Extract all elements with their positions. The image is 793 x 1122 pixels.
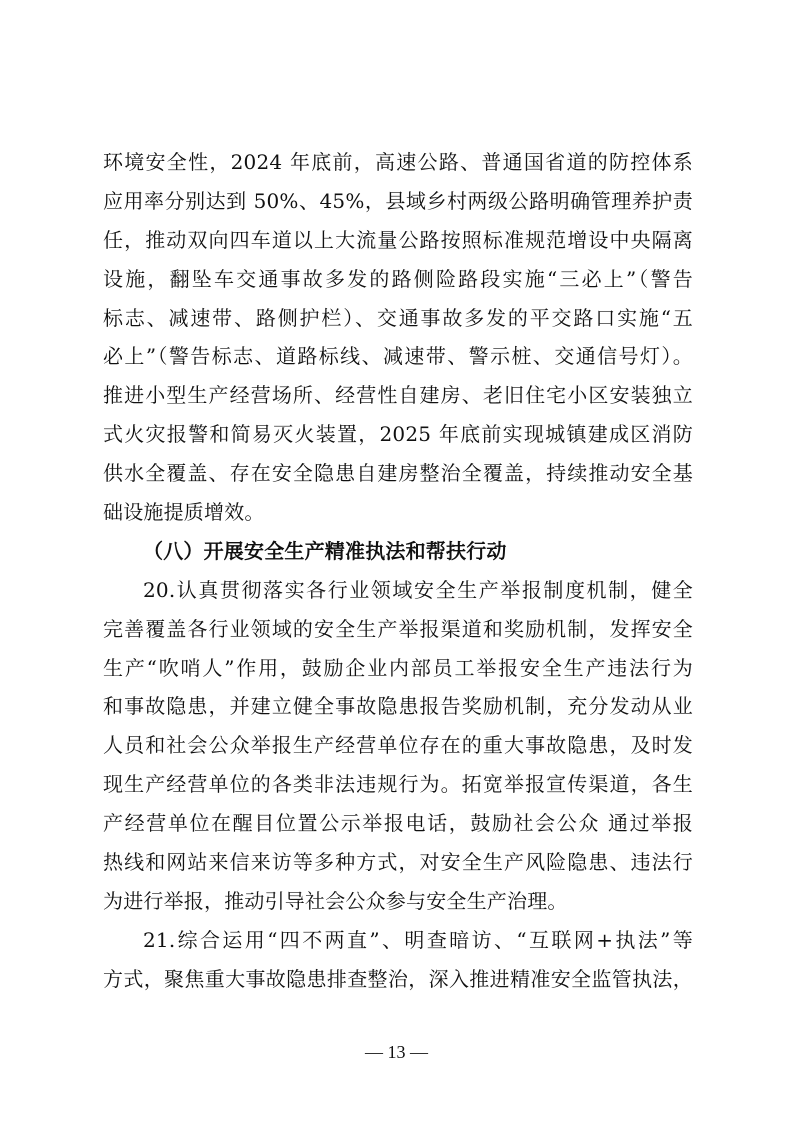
- text-line: 方式，聚焦重大事故隐患排查整治，深入推进精准安全监管执法，: [103, 966, 693, 991]
- text-line: 完善覆盖各行业领域的安全生产举报渠道和奖励机制，发挥安全: [103, 616, 693, 641]
- text-line: 应用率分别达到 50%、45%，县域乡村两级公路明确管理养护责: [103, 188, 693, 213]
- text-line: 设施，翻坠车交通事故多发的路侧险路段实施“三必上”（警告: [103, 266, 693, 291]
- text-line: 生产“吹哨人”作用，鼓励企业内部员工举报安全生产违法行为: [103, 655, 693, 680]
- text-line: 产经营单位在醒目位置公示举报电话，鼓励社会公众 通过举报: [103, 811, 693, 836]
- text-line: 21.综合运用“四不两直”、明查暗访、“互联网+执法”等: [143, 927, 693, 952]
- text-line: 必上”（警告标志、道路标线、减速带、警示桩、交通信号灯）。: [103, 344, 693, 369]
- text-line: 供水全覆盖、存在安全隐患自建房整治全覆盖，持续推动安全基: [103, 461, 693, 486]
- text-line: 20.认真贯彻落实各行业领域安全生产举报制度机制，健全: [143, 577, 693, 602]
- text-line: 础设施提质增效。: [103, 500, 265, 525]
- text-line: 环境安全性，2024 年底前，高速公路、普通国省道的防控体系: [103, 150, 693, 174]
- text-line: 推进小型生产经营场所、经营性自建房、老旧住宅小区安装独立: [103, 383, 693, 408]
- text-line: 现生产经营单位的各类非法违规行为。拓宽举报宣传渠道，各生: [103, 772, 693, 797]
- paragraph-item-21: [103, 921, 693, 999]
- text-line: 标志、减速带、路侧护栏）、交通事故多发的平交路口实施“五: [103, 305, 693, 330]
- text-line: 式火灾报警和简易灭火装置，2025 年底前实现城镇建成区消防: [103, 422, 693, 447]
- section-heading: （八）开展安全生产精准执法和帮扶行动: [143, 538, 507, 563]
- paragraph-infrastructure: [103, 143, 693, 532]
- text-line: 为进行举报，推动引导社会公众参与安全生产治理。: [103, 888, 568, 913]
- paragraph-item-20: [103, 571, 693, 921]
- text-line: 人员和社会公众举报生产经营单位存在的重大事故隐患，及时发: [103, 733, 693, 758]
- body-text: [103, 143, 693, 999]
- page-number: — 13 —: [365, 1042, 428, 1062]
- text-line: 和事故隐患，并建立健全事故隐患报告奖励机制，充分发动从业: [103, 694, 693, 719]
- text-line: 热线和网站来信来访等多种方式，对安全生产风险隐患、违法行: [103, 850, 693, 875]
- text-line: 任，推动双向四车道以上大流量公路按照标准规范增设中央隔离: [103, 227, 693, 252]
